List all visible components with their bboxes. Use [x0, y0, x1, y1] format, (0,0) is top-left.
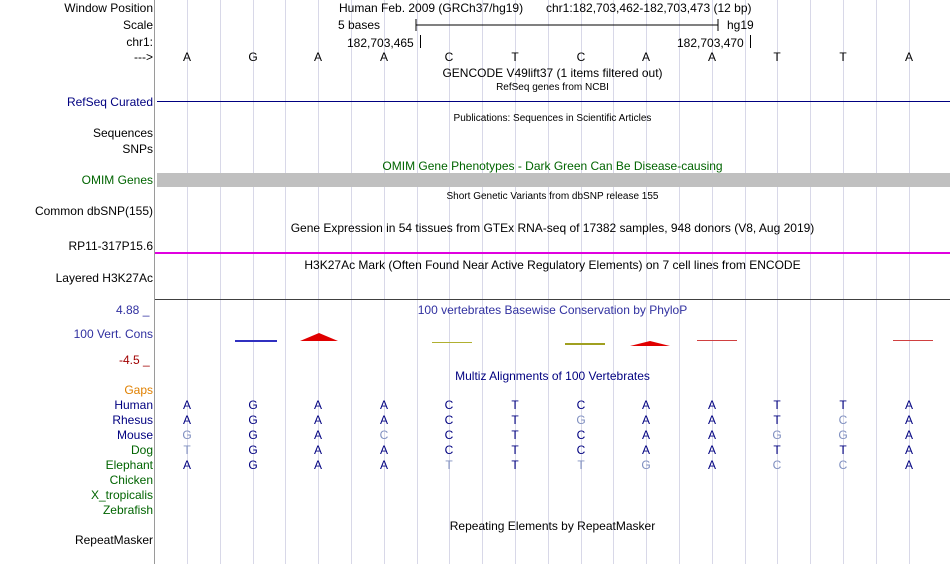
multiz-track-title[interactable]: Multiz Alignments of 100 Vertebrates	[455, 369, 650, 383]
alignment-base: T	[511, 398, 519, 412]
omim-label[interactable]: OMIM Genes	[81, 173, 153, 187]
alignment-base: A	[313, 458, 322, 472]
alignment-base: A	[379, 458, 388, 472]
assembly-title: Human Feb. 2009 (GRCh37/hg19)	[339, 1, 524, 15]
alignment-base: T	[445, 458, 453, 472]
alignment-base: A	[313, 398, 322, 412]
alignment-base: A	[707, 398, 716, 412]
alignment-base: C	[444, 443, 454, 457]
alignment-base: T	[773, 398, 781, 412]
h3k27ac-baseline	[155, 299, 950, 300]
alignment-base: G	[248, 413, 258, 427]
alignment-base: C	[772, 458, 782, 472]
alignment-base: T	[773, 413, 781, 427]
phylop-graph[interactable]	[155, 320, 950, 360]
refseq-subtitle: RefSeq genes from NCBI	[496, 82, 609, 93]
alignment-base: C	[576, 398, 586, 412]
alignment-base: A	[707, 443, 716, 457]
alignment-base: C	[838, 413, 848, 427]
alignment-base: T	[511, 413, 519, 427]
coord-right: 182,703,470	[677, 36, 744, 50]
scale-label: Scale	[122, 18, 153, 32]
alignment-base: A	[182, 458, 191, 472]
reference-base: T	[511, 50, 519, 64]
coord-right-tick	[750, 35, 751, 48]
species-label-elephant[interactable]: Elephant	[105, 458, 153, 472]
omim-gene-bar[interactable]	[157, 173, 950, 187]
sequences-label[interactable]: Sequences	[92, 126, 153, 140]
alignment-base: T	[511, 428, 519, 442]
phylop-max: 4.88 _	[116, 303, 150, 317]
alignment-base: A	[641, 413, 650, 427]
alignment-base: A	[313, 428, 322, 442]
species-label-chicken[interactable]: Chicken	[109, 473, 153, 487]
species-label-zebrafish[interactable]: Zebrafish	[102, 503, 153, 517]
repeatmasker-label[interactable]: RepeatMasker	[74, 533, 153, 547]
alignment-base: T	[183, 443, 191, 457]
dbsnp-label[interactable]: Common dbSNP(155)	[34, 204, 153, 218]
gtex-gene-label[interactable]: RP11-317P15.6	[68, 239, 153, 253]
reference-base: C	[576, 50, 586, 64]
phylop-label[interactable]: 100 Vert. Cons	[73, 327, 153, 341]
alignment-base: A	[904, 428, 913, 442]
alignment-base: G	[838, 428, 848, 442]
alignment-base: A	[707, 413, 716, 427]
strand-arrow-label: --->	[134, 50, 153, 64]
refseq-label[interactable]: RefSeq Curated	[66, 95, 153, 109]
alignment-base: T	[839, 398, 847, 412]
alignment-base: G	[576, 413, 586, 427]
reference-base: A	[707, 50, 716, 64]
alignment-base: A	[182, 398, 191, 412]
alignment-base: G	[248, 428, 258, 442]
refseq-gene-line[interactable]	[157, 101, 950, 102]
alignment-base: A	[379, 443, 388, 457]
alignment-base: A	[707, 428, 716, 442]
h3k27ac-label[interactable]: Layered H3K27Ac	[55, 271, 153, 285]
h3k27ac-track-title[interactable]: H3K27Ac Mark (Often Found Near Active Regulatory Elements) on 7 cell lines from ENCODE	[304, 258, 801, 272]
alignment-base: C	[379, 428, 389, 442]
alignment-base: G	[772, 428, 782, 442]
reference-base: T	[839, 50, 847, 64]
alignment-base: A	[379, 398, 388, 412]
phylop-signal	[235, 333, 933, 346]
alignment-base: A	[904, 443, 913, 457]
alignment-base: A	[313, 443, 322, 457]
window-position-label: Window Position	[64, 1, 153, 15]
alignment-base: C	[576, 428, 586, 442]
alignment-base: A	[707, 458, 716, 472]
reference-base: A	[641, 50, 650, 64]
alignment-base: T	[839, 443, 847, 457]
species-label-dog[interactable]: Dog	[130, 443, 153, 457]
alignment-base: A	[641, 398, 650, 412]
coord-left: 182,703,465	[347, 36, 414, 50]
chr-label: chr1:	[126, 35, 153, 49]
reference-base: C	[444, 50, 454, 64]
dbsnp-track-title[interactable]: Short Genetic Variants from dbSNP release 155	[446, 191, 659, 202]
alignment-base: G	[248, 443, 258, 457]
reference-base: A	[313, 50, 322, 64]
reference-base: A	[182, 50, 191, 64]
gtex-expression-bar[interactable]	[155, 252, 950, 254]
alignment-base: C	[444, 398, 454, 412]
snps-label[interactable]: SNPs	[122, 142, 153, 156]
alignment-base: G	[641, 458, 651, 472]
alignment-base: C	[576, 443, 586, 457]
alignment-base: G	[248, 458, 258, 472]
publications-track-title[interactable]: Publications: Sequences in Scientific Articles	[453, 113, 652, 124]
phylop-track-title[interactable]: 100 vertebrates Basewise Conservation by PhyloP	[417, 303, 688, 317]
scale-db: hg19	[727, 18, 754, 32]
gtex-track-title[interactable]: Gene Expression in 54 tissues from GTEx RNA-seq of 17382 samples, 948 donors (V8, Aug 2019)	[290, 221, 815, 235]
scale-text: 5 bases	[338, 18, 381, 32]
alignment-base: T	[511, 443, 519, 457]
alignment-base: A	[641, 428, 650, 442]
position-readout: chr1:182,703,462-182,703,473 (12 bp)	[546, 1, 752, 15]
reference-base: A	[379, 50, 388, 64]
alignment-base: A	[641, 443, 650, 457]
gaps-label[interactable]: Gaps	[124, 383, 153, 397]
reference-base: A	[904, 50, 913, 64]
phylop-min: -4.5 _	[119, 353, 150, 367]
alignment-base: C	[444, 428, 454, 442]
coord-left-tick	[420, 35, 421, 48]
scale-bar	[415, 18, 720, 32]
alignment-base: G	[248, 398, 258, 412]
alignment-base: A	[313, 413, 322, 427]
gencode-track-title[interactable]: GENCODE V49lift37 (1 items filtered out)	[442, 66, 663, 80]
species-label-human[interactable]: Human	[114, 398, 153, 412]
alignment-base: A	[182, 413, 191, 427]
alignment-base: T	[511, 458, 519, 472]
reference-base: T	[773, 50, 781, 64]
alignment-base: C	[838, 458, 848, 472]
alignment-base: G	[182, 428, 192, 442]
alignment-base: C	[444, 413, 454, 427]
species-label-rhesus[interactable]: Rhesus	[112, 413, 153, 427]
repeatmasker-track-title[interactable]: Repeating Elements by RepeatMasker	[449, 519, 656, 533]
alignment-base: A	[904, 413, 913, 427]
alignment-base: A	[379, 413, 388, 427]
alignment-base: T	[773, 443, 781, 457]
species-label-x_tropicalis[interactable]: X_tropicalis	[90, 488, 153, 502]
species-label-mouse[interactable]: Mouse	[116, 428, 153, 442]
alignment-base: A	[904, 458, 913, 472]
alignment-base: T	[577, 458, 585, 472]
alignment-base: A	[904, 398, 913, 412]
reference-base: G	[248, 50, 258, 64]
omim-track-title[interactable]: OMIM Gene Phenotypes - Dark Green Can Be Disease-causing	[382, 159, 723, 173]
